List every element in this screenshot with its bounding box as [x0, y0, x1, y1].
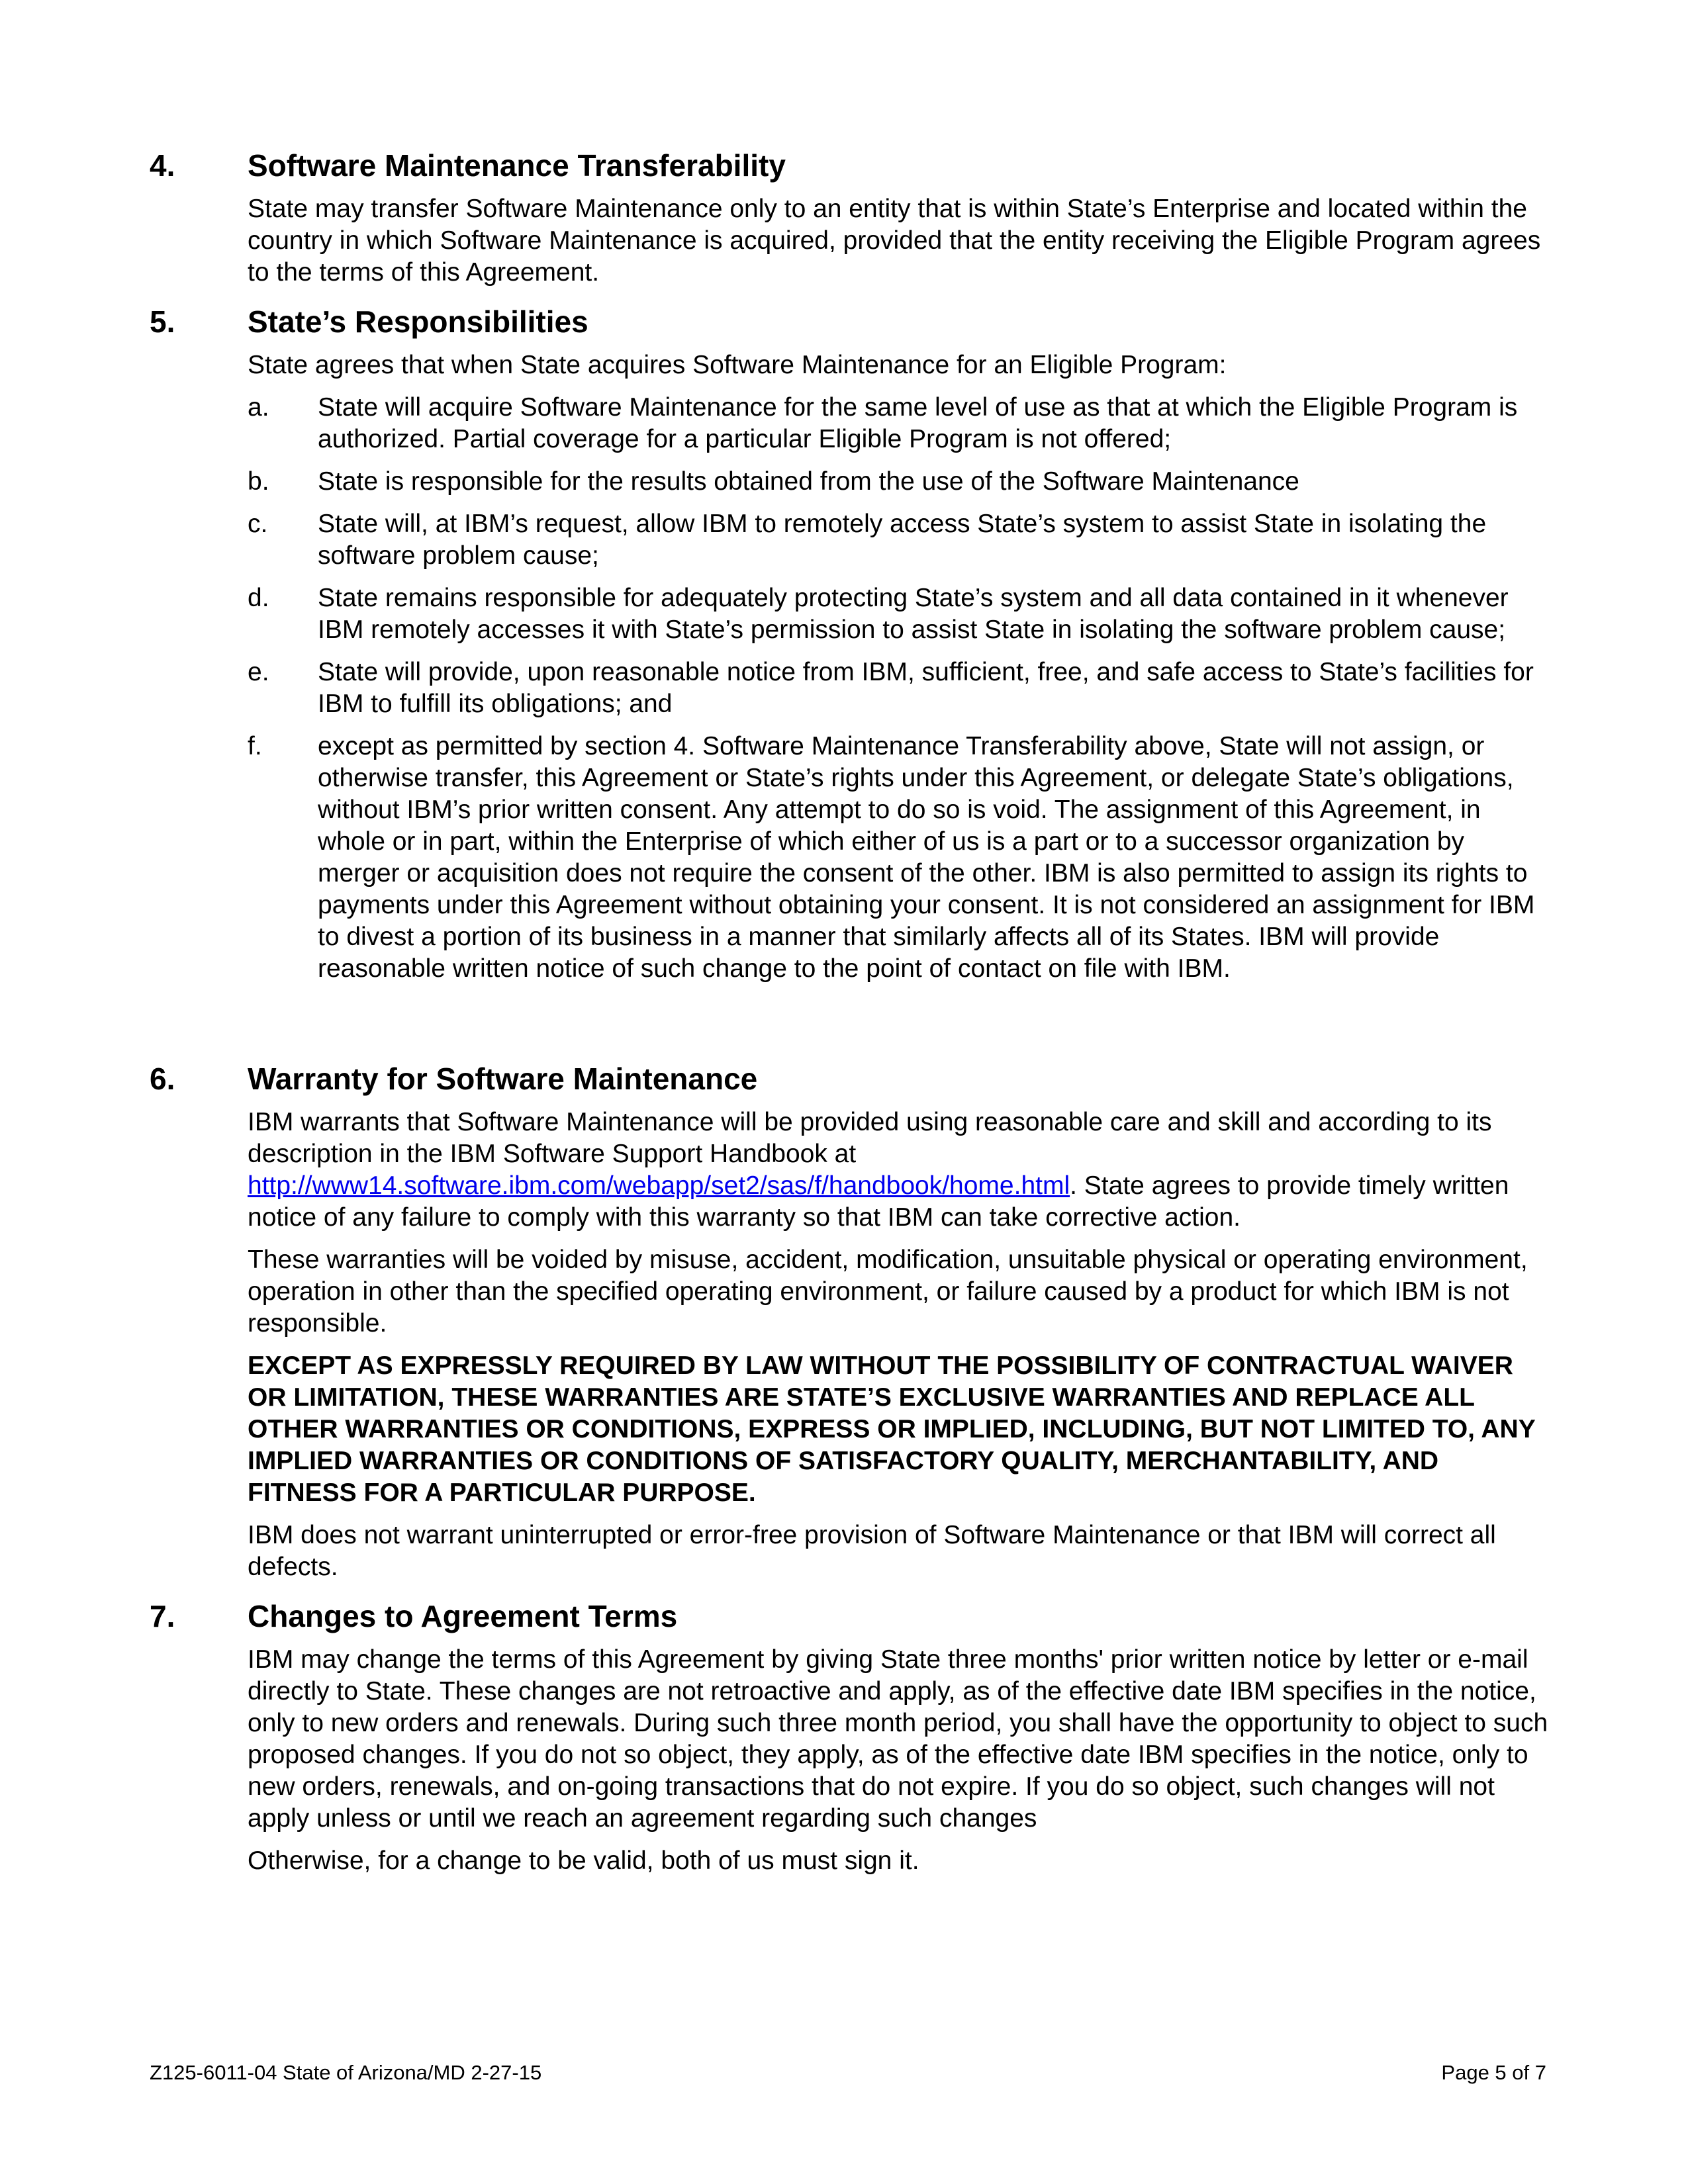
section-5-heading — [150, 302, 1546, 349]
list-item-text: State will acquire Software Maintenance for the same level of use as that at which the Eligible Program is authorized. Partial coverage for a particular Eligible Program is not offered; — [318, 393, 1518, 453]
section-7-body — [248, 1644, 1549, 1877]
warranty-void-paragraph: These warranties will be voided by misuse, accident, modification, unsuitable physical or operating environment, operation in other than the specified operating environment, or failure caused by a product for which IBM is not responsible. — [248, 1246, 1528, 1338]
warranty-text-start: IBM warrants that Software Maintenance will be provided using reasonable care and skill and according to its description in the IBM Software Support Handbook at — [248, 1108, 1492, 1168]
section-6-number: 6. — [150, 1062, 175, 1096]
warranty-defects-paragraph: IBM does not warrant uninterrupted or error-free provision of Software Maintenance or that IBM will correct all defects. — [248, 1521, 1496, 1581]
section-7-heading — [150, 1596, 1546, 1644]
warranty-text-end: . State agrees to provide timely written notice of any failure to comply with this warranty so that IBM can take corrective action. — [248, 1171, 1509, 1232]
list-item-text: State remains responsible for adequately protecting State’s system and all data contained in it whenever IBM remotely accesses it with State’s permission to assist State in isolating the software problem cause; — [318, 584, 1509, 644]
section-5 — [150, 302, 1546, 995]
section-4-heading — [150, 146, 1546, 193]
footer-document-id: Z125-6011-04 State of Arizona/MD 2-27-15 — [150, 2061, 542, 2084]
list-item-marker: e. — [248, 658, 269, 686]
section-7-title: Changes to Agreement Terms — [248, 1599, 678, 1633]
list-item-marker: a. — [248, 393, 269, 422]
changes-signature-paragraph: Otherwise, for a change to be valid, both of us must sign it. — [248, 1846, 919, 1875]
footer-page-number: Page 5 of 7 — [1441, 2061, 1546, 2084]
section-5-intro: State agrees that when State acquires Software Maintenance for an Eligible Program: — [248, 351, 1227, 379]
section-6-body — [248, 1107, 1549, 1583]
list-item-f — [248, 731, 1549, 985]
section-4-body — [248, 193, 1549, 289]
section-5-number: 5. — [150, 304, 175, 339]
section-7 — [150, 1596, 1546, 1888]
list-item-text: State is responsible for the results obtained from the use of the Software Maintenance — [318, 467, 1299, 496]
warranty-paragraph — [248, 1107, 1549, 1234]
list-item-text: State will provide, upon reasonable notice from IBM, sufficient, free, and safe access to State’s facilities for IBM to fulfill its obligations; and — [318, 658, 1534, 718]
section-7-number: 7. — [150, 1599, 175, 1633]
section-5-body — [248, 349, 1549, 985]
section-4-title: Software Maintenance Transferability — [248, 148, 786, 183]
section-4 — [150, 146, 1546, 299]
section-6-title: Warranty for Software Maintenance — [248, 1062, 758, 1096]
section-6 — [150, 1059, 1546, 1594]
section-5-title: State’s Responsibilities — [248, 304, 588, 339]
support-handbook-link[interactable]: http://www14.software.ibm.com/webapp/set2/sas/f/handbook/home.html — [248, 1171, 1070, 1200]
list-item-marker: f. — [248, 732, 262, 760]
list-item-text: State will, at IBM’s request, allow IBM to remotely access State’s system to assist State in isolating the software problem cause; — [318, 510, 1487, 570]
warranty-disclaimer: EXCEPT AS EXPRESSLY REQUIRED BY LAW WITHOUT THE POSSIBILITY OF CONTRACTUAL WAIVER OR LIMITATION, THESE WARRANTIES ARE STATE’S EXCLUSIVE WARRANTIES AND REPLACE ALL OTHER WARRANTIES OR CONDITIONS, EXPRESS OR IMPLIED, INCLUDING, BUT NOT LIMITED TO, ANY IMPLIED WARRANTIES OR CONDITIONS OF SATISFACTORY QUALITY, MERCHANTABILITY, AND FITNESS FOR A PARTICULAR PURPOSE. — [248, 1351, 1536, 1507]
changes-paragraph: IBM may change the terms of this Agreement by giving State three months' prior written notice by letter or e-mail directly to State. These changes are not retroactive and apply, as of the effective date IBM specifies in the notice, only to new orders and renewals. During such three month period, you shall have the opportunity to object to such proposed changes. If you do not so object, they apply, as of the effective date IBM specifies in the notice, only to new orders, renewals, and on-going transactions that do not expire. If you do so object, such changes will not apply unless or until we reach an agreement regarding such changes — [248, 1645, 1548, 1833]
list-item-marker: b. — [248, 467, 269, 496]
list-item-b — [248, 466, 1549, 498]
section-6-heading — [150, 1059, 1546, 1107]
list-item-c — [248, 508, 1549, 572]
list-item-marker: d. — [248, 584, 269, 612]
list-item-d — [248, 582, 1549, 646]
list-item-text: except as permitted by section 4. Software Maintenance Transferability above, State will not assign, or otherwise transfer, this Agreement or State’s rights under this Agreement, or delegate State’s obligations, without IBM’s prior written consent. Any attempt to do so is void. The assignment of this Agreement, in whole or in part, within the Enterprise of which either of us is a part or to a successor organization by merger or acquisition does not require the consent of the other. IBM is also permitted to assign its rights to payments under this Agreement without obtaining your consent. It is not considered an assignment for IBM to divest a portion of its business in a manner that similarly affects all of its States. IBM will provide reasonable written notice of such change to the point of contact on file with IBM. — [318, 732, 1535, 983]
list-item-a — [248, 392, 1549, 455]
list-item-e — [248, 657, 1549, 720]
list-item-marker: c. — [248, 510, 268, 538]
section-4-number: 4. — [150, 148, 175, 183]
section-4-paragraph: State may transfer Software Maintenance only to an entity that is within State’s Enterprise and located within the country in which Software Maintenance is acquired, provided that the entity receiving the Eligible Program agrees to the terms of this Agreement. — [248, 195, 1541, 287]
